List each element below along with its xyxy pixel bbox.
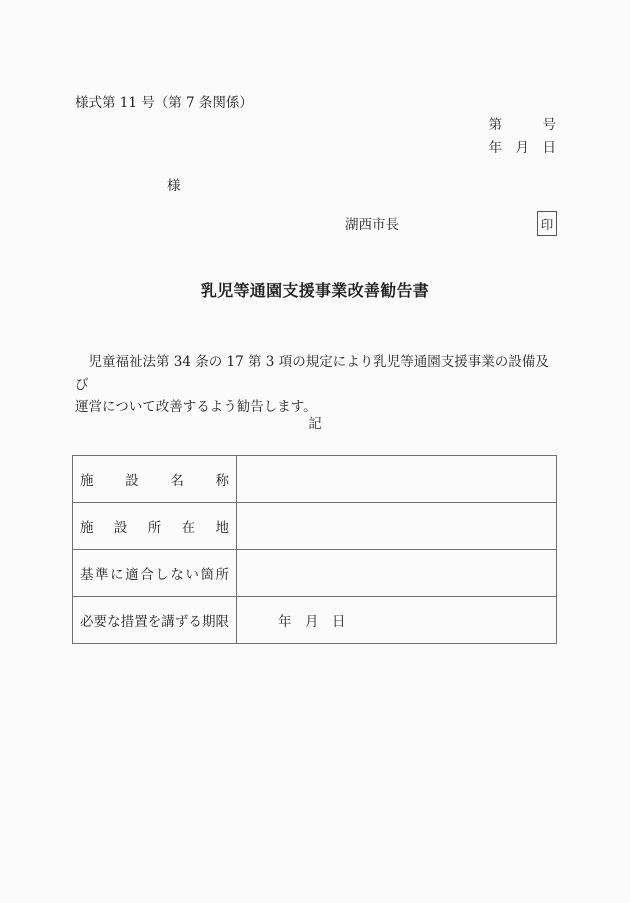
addressee-honorific: 様 [167, 178, 181, 194]
form-number: 様式第 11 号（第 7 条関係） [75, 95, 253, 111]
row-label-facility-name: 施設名称 [73, 456, 237, 503]
record-heading: 記 [308, 416, 322, 432]
issuer-name: 湖西市長 [345, 217, 399, 233]
document-number: 第 号 [488, 117, 556, 133]
row-value-facility-address [237, 503, 557, 550]
document-date: 年 月 日 [488, 140, 556, 156]
seal-mark: 印 [540, 216, 554, 232]
row-value-facility-name [237, 456, 557, 503]
row-label-deadline: 必要な措置を講ずる期限 [73, 597, 237, 644]
body-line-1: 児童福祉法第 34 条の 17 第 3 項の規定により乳児等通園支援事業の設備及び [75, 354, 549, 393]
row-label-facility-address: 施設所在地 [73, 503, 237, 550]
seal-box [537, 211, 557, 236]
table-row-facility-name [73, 456, 557, 503]
document-title: 乳児等通園支援事業改善勧告書 [200, 281, 430, 300]
form-table [72, 455, 557, 644]
table-row-nonconforming-points [73, 550, 557, 597]
body-line-2: 運営について改善するよう勧告します。 [75, 399, 317, 415]
document-meta [489, 114, 557, 160]
row-value-nonconforming-points [237, 550, 557, 597]
row-value-deadline: 年 月 日 [237, 597, 557, 644]
row-label-nonconforming-points: 基準に適合しない箇所 [73, 550, 237, 597]
table-row-facility-address [73, 503, 557, 550]
table-row-deadline [73, 597, 557, 644]
body-paragraph [75, 351, 559, 419]
